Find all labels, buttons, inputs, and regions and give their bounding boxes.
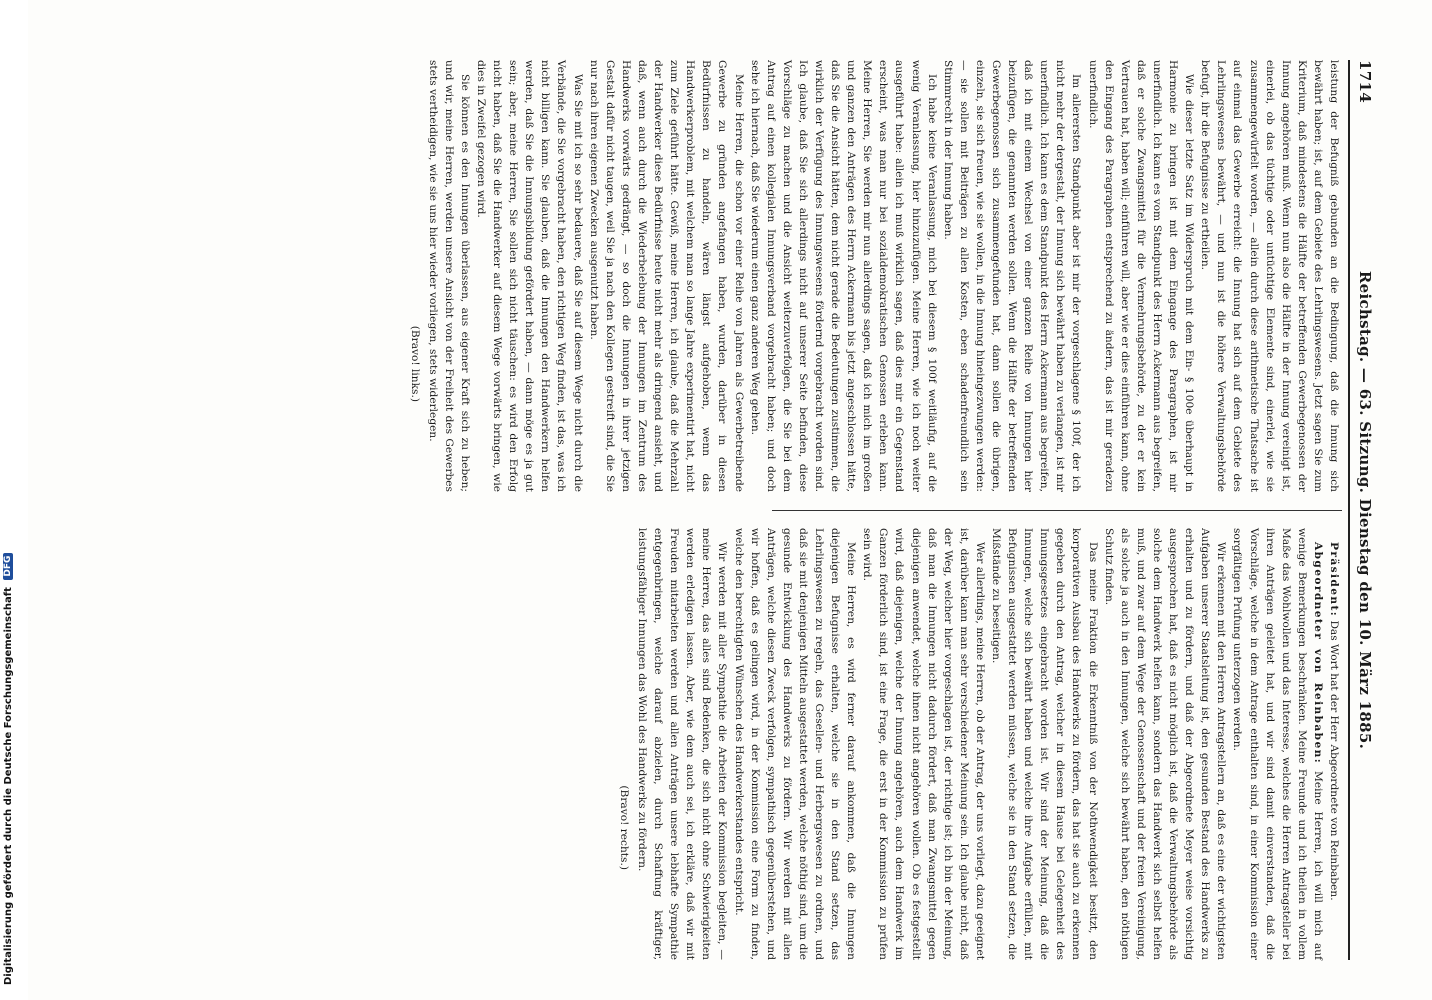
left-column <box>396 60 1342 492</box>
right-paragraph: Das meine Fraktion die Erkenntniß von der Nothwendigkeit besitzt, den korporativen Ausbau des Handwerks zu fördern, das hat sie auch zu erkennen gegeben durch den Antrag, welcher in diesem Hause bei Gelegenheit des Innungsgesetzes eingebracht worden ist. Wir sind der Meinung, daß die Innungen, welche sich bewährt haben und welche ihre Aufgabe erfüllen, mit Befugnissen ausgestattet werden müssen, welche sie in den Stand setzen, die Mißstände zu beseitigen. <box>990 528 1099 960</box>
left-reaction: (Bravo! links.) <box>408 325 421 402</box>
right-paragraph: Meine Herren, es wird ferner darauf ankommen, daß die Innungen diejenigen Befugnisse erhalten, welche sie in den Stand setzen, das Lehrlingswesen zu regeln, das Gesellen- und Herbergswesen zu ordnen, und daß sie mit denjenigen Mitteln ausgestattet werden, welche nöthig sind, um die gesunde Entwicklung des Handwerks zu fördern. Wir werden mit allen Anträgen, welche diesen Zweck verfolgen, sympathisch gegenüberstehen, und wir hoffen, daß es gelingen wird, in der Kommission eine Form zu finden, welche den berechtigten Wünschen des Handwerkerstandes entspricht. <box>732 528 858 960</box>
president-statement <box>1326 528 1342 960</box>
page-number: 1714 <box>1356 60 1374 103</box>
president-text: Das Wort hat der Herr Abgeordnete von Reinbaben. <box>1328 620 1340 901</box>
right-paragraph: Wir werden mit aller Sympathie die Arbeiten der Kommission begleiten, — meine Herren, das alles sind Bedenken, die sich nicht ohne Schwierigkeiten werden erledigen lassen. Aber, wie dem auch sei, ich erkläre, daß wir mit Freuden mitarbeiten werden und allen Anträgen unsere lebhafte Sympathie entgegenbringen, welche darauf abzielen, durch Schaffung kräftiger, leistungsfähiger Innungen das Wohl des Handwerks zu fördern. <box>635 528 729 960</box>
left-paragraph: Ich habe keine Veranlassung, mich bei diesem § 100f weitläufig, auf die wenig Veranlassung, hier hinzuzufügen. Meine Herren, wie ich noch weiter ausgeführt habe: allein ich muß wirklich sagen, daß dies mir ein Gegenstand erscheint, was man nur bei sozialdemokratischen Genossen erleben kann. Meine Herren, Sie werden mir nun allerdings sagen, daß ich mich im großen und ganzen den Anträgen des Herrn Ackermann bis jetzt angeschlossen hätte, daß Sie die Ansicht hätten, dem nicht gerade die Bedeutungen zustimmen, die wirklich der Verfügung des Innungswesens fördernd vorgebracht worden sind. Ich glaube, daß Sie sich allerdings nicht auf unserer Seite befinden, diese Vorschläge zu machen und die Ansicht weiterzuverfolgen, die Sie bei dem Antrag auf einen kollegialen Innungsverband vorgebracht haben; und doch sehe ich hiernach, daß Sie wiederum einen ganz anderen Weg gehen. <box>748 60 938 492</box>
digitization-note-text: Digitalisierung gefördert durch die Deutsche Forschungsgemeinschaft <box>3 587 14 985</box>
digitization-margin <box>0 0 28 1000</box>
left-paragraph: Wie dieser letzte Satz im Widerspruch mit dem Ein- § 100e überhaupt in Harmonie zu bringen ist mit dem Eingange des Paragraphen, ist mir unerfindlich. Ich kann es vom Standpunkt des Herrn Ackermann aus begreifen, daß er solche Zwangsmittel für die Vermehrungsbehörde, zu der er kein Vertrauen hat, haben will; einführen will, aber wie er dies einführen kann, ohne den Eingang des Paragraphen entsprechend zu ändern, das ist mir geradezu unerfindlich. <box>1086 60 1196 492</box>
right-reaction: (Bravo! rechts.) <box>617 785 630 870</box>
rotated-page-content <box>134 60 1374 960</box>
left-paragraph: Was Sie mit ich so sehr bedauere, daß Sie auf diesem Wege nicht durch die Verbände, die Sie vorgebracht haben, den richtigen Weg finden, ist das, was ich nicht billigen kann. Sie glauben, daß die Innungen den Handwerkern helfen werden, daß Sie die Innungsbildung gefördert haben, — dann möge es ja gut sein; aber, meine Herren, Sie sollen sich nicht täuschen: es wird den Erfolg nicht haben, daß Sie die Handwerker auf diesem Wege vorwärts bringen, wie dies in Zweifel gezogen wird. <box>475 60 584 492</box>
dfg-logo: DFG <box>3 553 13 580</box>
left-paragraph: Im allerersten Standpunkt aber ist mir der vorgeschlagene § 100f, der ich nicht mehr der dergestalt, der Innung sich bewährt haben zu verlangen, ist mir unerfindlich. Ich kann es dem Standpunkt des Herrn Ackermann aus begreifen, daß ich mit einem Wechsel von einer ganzen Reihe von Innungen hier beizufügen, die genannten werden sollen. Wenn die Hälfte der betreffenden Gewerbegenossen sich zusammengefunden hat, dann sollen die übrigen, einzeln, sie sich freuen, wie sie wollen, in die Innung hineingezwungen werden: — sie sollen mit Beiträgen zu allen Kosten, eben schadenfreundlich sein Stimmrecht in der Innung haben. <box>941 60 1083 492</box>
page-title: Reichstag. — 63. Sitzung. Dienstag den 10. März 1885. <box>1356 270 1374 750</box>
right-paragraph: Wer allerdings, meine Herren, ob der Antrag, der uns vorliegt, dazu geeignet ist, darüber kann man sehr verschiedener Meinung sein. Ich glaube nicht, daß der Weg, welcher hier vorgeschlagen ist, der richtige ist; ich bin der Meinung, daß man die Innungen nicht dadurch fördert, daß man Zwangsmittel gegen diejenigen anwendet, welche ihnen nicht angehören wollen. Ob es festgestellt wird, daß diejenigen, welche der Innung angehören, auch dem Handwerk im Ganzen förderlich sind, ist eine Frage, die erst in der Kommission zu prüfen sein wird. <box>861 528 986 960</box>
left-paragraph: Meine Herren, die schon vor einer Reihe von Jahren als Gewerbetreibende Gewerbe zu gründen angefangen haben, wurden, darüber in diesen Bedürfnissen zu handeln, wären längst aufgehoben, wenn das Handwerkerproblem, mit welchem man so lange Jahre experimentirt hat, nicht zum Ziele geführt hätte. Gewiß, meine Herren, ich glaube, daß die Mehrzahl der Handwerker diese Bedürfnisse heute nicht mehr als dringend ansieht, und daß, wenn auch durch die Wiederbelebung der Innungen im Zentrum des Handwerks vorwärts gedrängt, — so doch die Innungen in ihrer jetzigen Gestalt dafür nicht taugen, weil Sie ja nach den Kollegen gestreift sind, die Sie nur nach ihren eigenen Zwecken ausgenutzt haben. <box>587 60 745 492</box>
speaker-label: Abgeordneter von Reinbaben: <box>1311 542 1324 765</box>
president-label: Präsident: <box>1328 542 1340 618</box>
header-rule <box>1348 60 1350 960</box>
right-paragraph: Wir erkennen mit den Herren Antragstellern an, daß es eine der wichtigsten Aufgaben unserer Staatsleitung ist, den gesunden Bestand des Handwerks zu erhalten und zu fördern, und daß der Abgeordnete Meyer weise vorsichtig ausgesprochen hat, daß es nicht möglich ist, daß die Verwaltungsbehörde als solche dem Handwerk helfen kann, sondern das Handwerk sich selbst helfen muß, und zwar auf dem Wege der Genossenschaft und der freien Vereinigung, als solche ja auch in den Innungen, welche sich bewährt haben, den nöthigen Schutz finden. <box>1102 528 1228 960</box>
column-divider <box>772 510 1342 511</box>
digitization-note <box>3 553 14 985</box>
right-paragraph: Meine Herren, ich will mich auf wenige Bemerkungen beschränken. Meine Freunde und ich theilen in vollem Maße das Wohlwollen und das Interesse, welches die Herren Antragsteller bei ihren Anträgen geleitet hat, und wir sind damit einverstanden, daß die Vorschläge, welche in dem Antrage enthalten sind, in einer Kommission einer sorgfältigen Prüfung unterzogen werden. <box>1231 528 1324 961</box>
page-header <box>1352 60 1374 960</box>
speaker-intro <box>1229 528 1326 960</box>
left-paragraph: leistung der Befugniß gebunden an die Bedingung, daß die Innung sich bewährt haben; ist, auf dem Gebiete des Lehrlingswesens. Jetzt sagen Sie zum Kriterium, daß mindestens die Hälfte der betreffenden Gewerbegenossen der Innung angehören muß. Wenn nun also die Hälfte in der Innung vereinigt ist, einerlei, ob das tüchtige oder untüchtige Elemente sind, einerlei, wie sie zusammengewürfelt worden, — allein durch diese arithmetische Thatsache ist auf einmal das Gewerbe erreicht: die Innung hat sich auf dem Gebiete des Lehrlingswesens bewährt, — und nun ist die höhere Verwaltungsbehörde befugt, ihr die Befugnisse zu ertheilen. <box>1199 60 1340 492</box>
left-paragraph: Sie können es den Innungen überlassen, aus eigener Kraft sich zu heben; und wir, meine Herren, werden unsere Ansicht von der Freiheit des Gewerbes stets vertheidigen, wie sie uns hier wieder vorliegen, stets widerlegen. <box>426 60 471 492</box>
right-column <box>605 528 1342 960</box>
